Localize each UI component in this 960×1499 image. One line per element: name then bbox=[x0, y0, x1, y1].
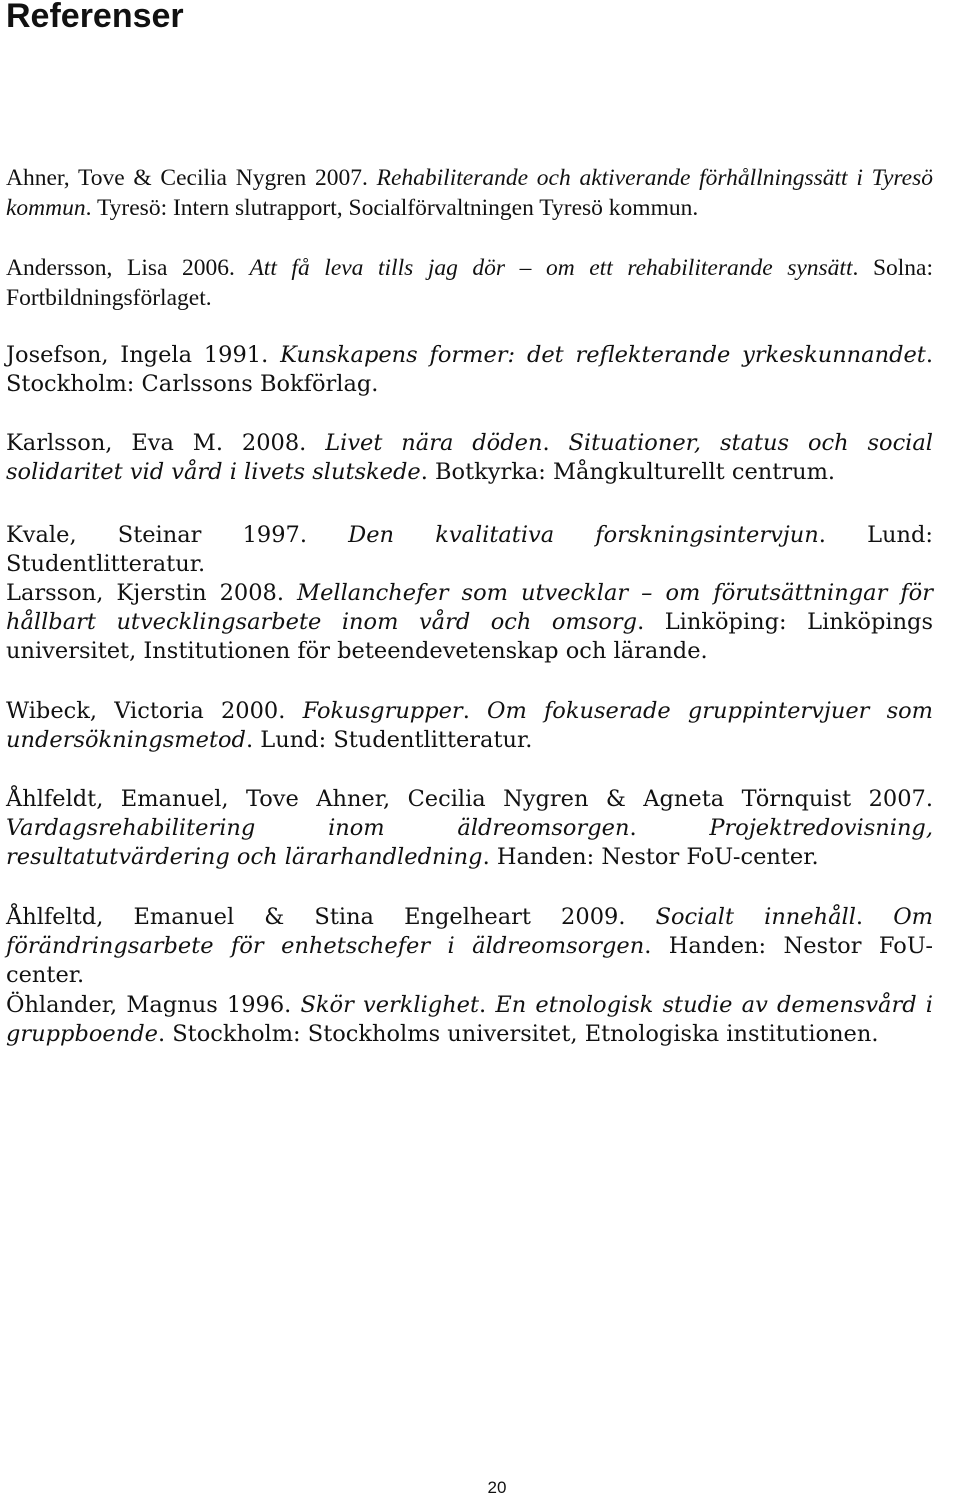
reference-subtitle: Om fokuserade gruppintervjuer som undersökningsmetod bbox=[6, 698, 933, 753]
reference-title: Rehabiliterande och aktiverande förhållningssätt i Tyresö kommun bbox=[6, 165, 933, 221]
reference-author: Andersson, Lisa 2006. bbox=[6, 255, 250, 281]
reference-author: Åhlfeldt, Emanuel, Tove Ahner, Cecilia Nygren & Agneta Törnquist 2007. bbox=[6, 786, 933, 812]
reference-josefson bbox=[6, 341, 933, 399]
reference-author: Larsson, Kjerstin 2008. bbox=[6, 580, 298, 606]
reference-publisher: . Handen: Nestor FoU-center. bbox=[6, 933, 933, 988]
reference-separator: . bbox=[855, 904, 894, 930]
reference-author: Josefson, Ingela 1991. bbox=[6, 342, 281, 368]
reference-author: Åhlfeltd, Emanuel & Stina Engelheart 2009. bbox=[6, 904, 656, 930]
reference-title: Skör verklighet bbox=[300, 992, 480, 1018]
reference-separator: . bbox=[542, 430, 569, 456]
reference-karlsson bbox=[6, 429, 933, 487]
reference-publisher: . Lund: Studentlitteratur. bbox=[245, 727, 533, 753]
reference-subtitle: En etnologisk studie av demensvård i gruppboende bbox=[6, 992, 933, 1047]
reference-subtitle: Om förändringsarbete för enhetschefer i äldreomsorgen bbox=[6, 904, 933, 959]
page-title: Referenser bbox=[6, 0, 184, 35]
reference-publisher: . Tyresö: Intern slutrapport, Socialförvaltningen Tyresö kommun. bbox=[85, 195, 699, 221]
reference-separator: . bbox=[629, 815, 710, 841]
reference-subtitle: Projektredovisning, resultatutvärdering och lärarhandledning bbox=[6, 815, 933, 870]
reference-andersson bbox=[6, 253, 933, 313]
reference-ahner-nygren bbox=[6, 163, 933, 223]
reference-title: Socialt innehåll bbox=[655, 904, 856, 930]
reference-publisher: . Stockholm: Carlssons Bokförlag. bbox=[6, 342, 933, 397]
reference-separator: . bbox=[462, 698, 488, 724]
reference-publisher: . Linköping: Linköpings universitet, Institutionen för beteendevetenskap och lärande. bbox=[6, 609, 934, 664]
reference-separator: . bbox=[479, 992, 496, 1018]
reference-author: Öhlander, Magnus 1996. bbox=[6, 992, 301, 1018]
reference-ahlfeldt-2007 bbox=[6, 785, 933, 872]
reference-author: Ahner, Tove & Cecilia Nygren 2007. bbox=[6, 165, 377, 191]
reference-publisher: . Lund: Studentlitteratur. bbox=[6, 522, 933, 577]
reference-ahlfeltd-2009 bbox=[6, 903, 933, 990]
reference-publisher: . Stockholm: Stockholms universitet, Etnologiska institutionen. bbox=[157, 1021, 879, 1047]
reference-title: Att få leva tills jag dör – om ett rehabiliterande synsätt bbox=[249, 255, 853, 281]
reference-title: Den kvalitativa forskningsintervjun bbox=[348, 522, 819, 548]
reference-kvale bbox=[6, 521, 933, 579]
reference-wibeck bbox=[6, 697, 933, 755]
reference-title: Kunskapens former: det reflekterande yrkeskunnandet bbox=[280, 342, 926, 368]
reference-publisher: . Botkyrka: Mångkulturellt centrum. bbox=[420, 459, 836, 485]
reference-subtitle: Situationer, status och social solidaritet vid vård i livets slutskede bbox=[6, 430, 933, 485]
reference-publisher: . Solna: Fortbildningsförlaget. bbox=[6, 255, 934, 311]
reference-publisher: . Handen: Nestor FoU-center. bbox=[482, 844, 819, 870]
reference-larsson bbox=[6, 579, 933, 666]
reference-author: Kvale, Steinar 1997. bbox=[6, 522, 349, 548]
reference-title: Vardagsrehabilitering inom äldreomsorgen bbox=[6, 815, 630, 841]
reference-author: Karlsson, Eva M. 2008. bbox=[6, 430, 326, 456]
page-number: 20 bbox=[487, 1478, 507, 1497]
reference-title: Fokusgrupper bbox=[302, 698, 463, 724]
reference-ohlander bbox=[6, 991, 933, 1049]
reference-author: Wibeck, Victoria 2000. bbox=[6, 698, 303, 724]
reference-title: Mellanchefer som utvecklar – om förutsättningar för hållbart utvecklingsarbete inom vård och omsorg bbox=[6, 580, 933, 635]
reference-title: Livet nära döden bbox=[325, 430, 543, 456]
